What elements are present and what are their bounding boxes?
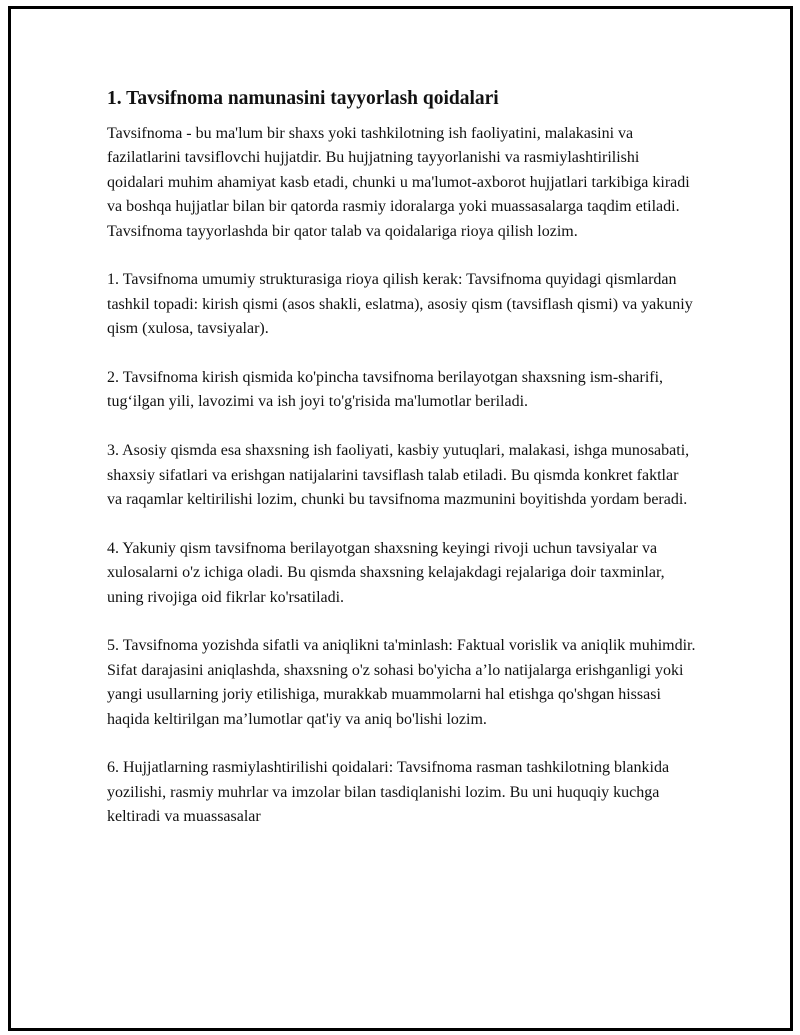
paragraph-5: 5. Tavsifnoma yozishda sifatli va aniqlikni ta'minlash: Faktual vorislik va aniqlik muhimdir. Sifat darajasini aniqlashda, shaxsning o'z sohasi bo'yicha a’lo natijalarga erishganligi yoki yangi usullarning joriy etilishiga, murakkab muammolarni hal etishga qo'shgan hissasi haqida keltirilgan ma’lumotlar qat'iy va aniq bo'lishi lozim. — [107, 637, 696, 728]
paragraph-2: 2. Tavsifnoma kirish qismida ko'pincha tavsifnoma berilayotgan shaxsning ism-sharifi, tug‘ilgan yili, lavozimi va ish joyi to'g'risida ma'lumotlar beriladi. — [107, 369, 664, 411]
document-title: 1. Tavsifnoma namunasini tayyorlash qoidalari — [107, 88, 499, 109]
paragraph-1: 1. Tavsifnoma umumiy strukturasiga rioya qilish kerak: Tavsifnoma quyidagi qismlardan tashkil topadi: kirish qismi (asos shakli, eslatma), asosiy qism (tavsiflash qismi) va yakuniy qism (xulosa, tavsiyalar). — [107, 271, 693, 338]
paragraph-3: 3. Asosiy qismda esa shaxsning ish faoliyati, kasbiy yutuqlari, malakasi, ishga munosabati, shaxsiy sifatlari va erishgan natijalarini tavsiflash talab etiladi. Bu qismda konkret faktlar va raqamlar keltirilishi lozim, chunki bu tavsifnoma mazmunini boyitishda yordam beradi. — [107, 442, 690, 509]
paragraph-4: 4. Yakuniy qism tavsifnoma berilayotgan shaxsning keyingi rivoji uchun tavsiyalar va xulosalarni o'z ichiga oladi. Bu qismda shaxsning kelajakdagi rejalariga doir taxminlar, uning rivojiga oid fikrlar ko'rsatiladi. — [107, 539, 665, 606]
paragraph-intro: Tavsifnoma - bu ma'lum bir shaxs yoki tashkilotning ish faoliyatini, malakasini va fazilatlarini tavsiflovchi hujjatdir. Bu hujjatning tayyorlanishi va rasmiylashtirilishi qoidalari muhim ahamiyat kasb etadi, chunki u ma'lumot-axborot hujjatlari tarkibiga kiradi va boshqa hujjatlar bilan bir qatorda rasmiy idoralarga yoki muassasalarga taqdim etiladi. Tavsifnoma tayyorlashda bir qator talab va qoidalariga rioya qilish lozim. — [107, 125, 690, 240]
document-body — [107, 86, 697, 854]
paragraph-6: 6. Hujjatlarning rasmiylashtirilishi qoidalari: Tavsifnoma rasman tashkilotning blankida yozilishi, rasmiy muhrlar va imzolar bilan tasdiqlanishi lozim. Bu uni huquqiy kuchga keltiradi va muassasalar — [107, 759, 670, 826]
